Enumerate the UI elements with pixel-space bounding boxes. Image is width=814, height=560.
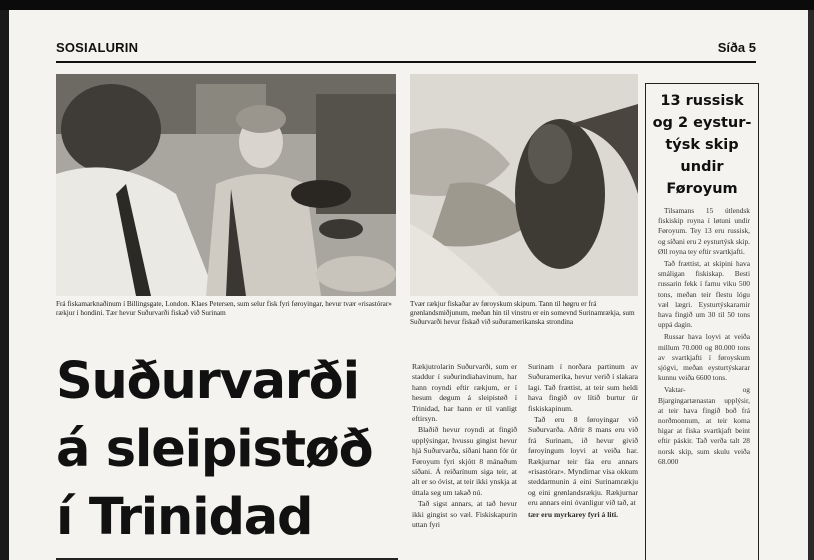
section-name: SOSIALURIN <box>56 40 139 55</box>
sidebar-paragraph: Vaktar- og Bjargingartænastan upplýsir, at teir hava fingið boð frá norðmonnum, at teir koma higar at fiska svartkjaft beint eftir páskir. Tað verða talt 28 norsk skip, sum skulu veiða 68.000 <box>658 385 750 466</box>
headline-line-1: Suðurvarði <box>56 352 359 411</box>
article-paragraph: Tað sigst annars, at tað hevur ikki gingist so væl. Fiskiskapurin uttan fyri <box>412 499 517 530</box>
sidebar-paragraph: Tilsamans 15 útlendsk fiskiskip royna í løtuni undir Føroyum. Tey 13 eru russisk, og síðani eru 2 eysturtýsk skip. Øll royna tey eftir svartkjafti. <box>658 206 750 256</box>
article-column-2 <box>528 362 638 560</box>
scan-left-edge <box>0 10 9 560</box>
article-paragraph: Rækjutrolarin Suðurvarði, sum er staddur í suðurindiahavinum, har hann royndi eftir rækjum, er í hesum døgum á sleipistøð í Trinidad, har hann er til vanligt eftirsyn. <box>412 362 517 424</box>
market-photo-caption: Frá fiskamarknaðinum í Billingsgate, London. Klaes Petersen, sum selur fisk fyri føroyingar, hevur tvær «risastórar» rækjur í hondini. Tær hevur Suðurvarði fiskað við Surinam <box>56 300 392 317</box>
sidebar-title-line: Føroyum <box>666 181 738 197</box>
sidebar-body <box>646 200 758 467</box>
headline-line-2: á sleipistøð <box>56 420 373 479</box>
sidebar-title <box>646 90 758 200</box>
sidebar-title-line: týsk skip <box>665 137 739 153</box>
shrimp-photo-caption: Tvær rækjur fiskaðar av føroyskum skipum. Tann til høgru er frá grønlandsmiðjunum, meðan hin til vinstru er ein somevnd Surinamrækja, sum Suðurvarði hevur fiskað við suðuramerikanska strondina <box>410 300 635 326</box>
sidebar-title-line: undir <box>680 159 724 175</box>
header-rule <box>56 61 756 63</box>
headline-line-3: í Trinidad <box>56 488 313 547</box>
article-paragraph: Blaðið hevur royndi at fingið upplýsingar, hvussu gingist hevur hjá Suðurvarða, síðani hann fór úr Føroyum fyri skjótt 8 mánaðum síðani. Á reiðarínum siga teir, at alt er so óvist, at teir ikki ynskja at úttala seg um takað nú. <box>412 425 517 497</box>
newspaper-page <box>0 10 814 560</box>
market-photo <box>56 74 396 296</box>
shrimp-photo <box>410 74 638 296</box>
page-number: Síða 5 <box>717 40 756 55</box>
sidebar-box <box>645 83 759 560</box>
sidebar-paragraph: Russar hava loyvi at veiða millum 70.000 og 80.000 tons av svartkjafti í føroyskum sjógvi, meðan eysturtýskarar kunnu veiða 6600 tons. <box>658 332 750 383</box>
article-paragraph: Surinam í norðara partinum av Suðuramerika, hevur verið í slakara lagi. Tað frættist, at teir sum heldi hava fingið ov lítið burtur úr fiskiskapinum. <box>528 362 638 413</box>
scan-right-edge <box>808 10 814 560</box>
headline-rule <box>56 558 398 560</box>
article-column-1 <box>412 362 517 560</box>
sidebar-paragraph: Tað frættist, at skipini hava smáligan fiskiskap. Besti russarin fekk í farnu viku 500 tons, meðan teir flestu lógu væl lægri. Eysturtýskararnir hava fingið um 30 til 50 tons uppá dagin. <box>658 259 750 330</box>
sidebar-title-line: 13 russisk <box>660 93 744 109</box>
headline <box>56 348 401 552</box>
article-paragraph: Tað eru 8 føroyingar við Suðurvarða. Aðrir 8 mans eru við frá Surinam, ið hevur givið føroyingum loyvi at veiða har. Rækjurnar teir fáa eru annars «risastórar». Myndirnar vísa okkum steddarmunin á eini Surinamrækju og eini grønlandsrækju. Rækjurnar eru annars eini óvanligur við tað, at <box>528 415 638 508</box>
sidebar-title-line: og 2 eystur- <box>652 115 752 131</box>
article-paragraph: tær eru myrkarey fyri á liti. <box>528 509 618 519</box>
